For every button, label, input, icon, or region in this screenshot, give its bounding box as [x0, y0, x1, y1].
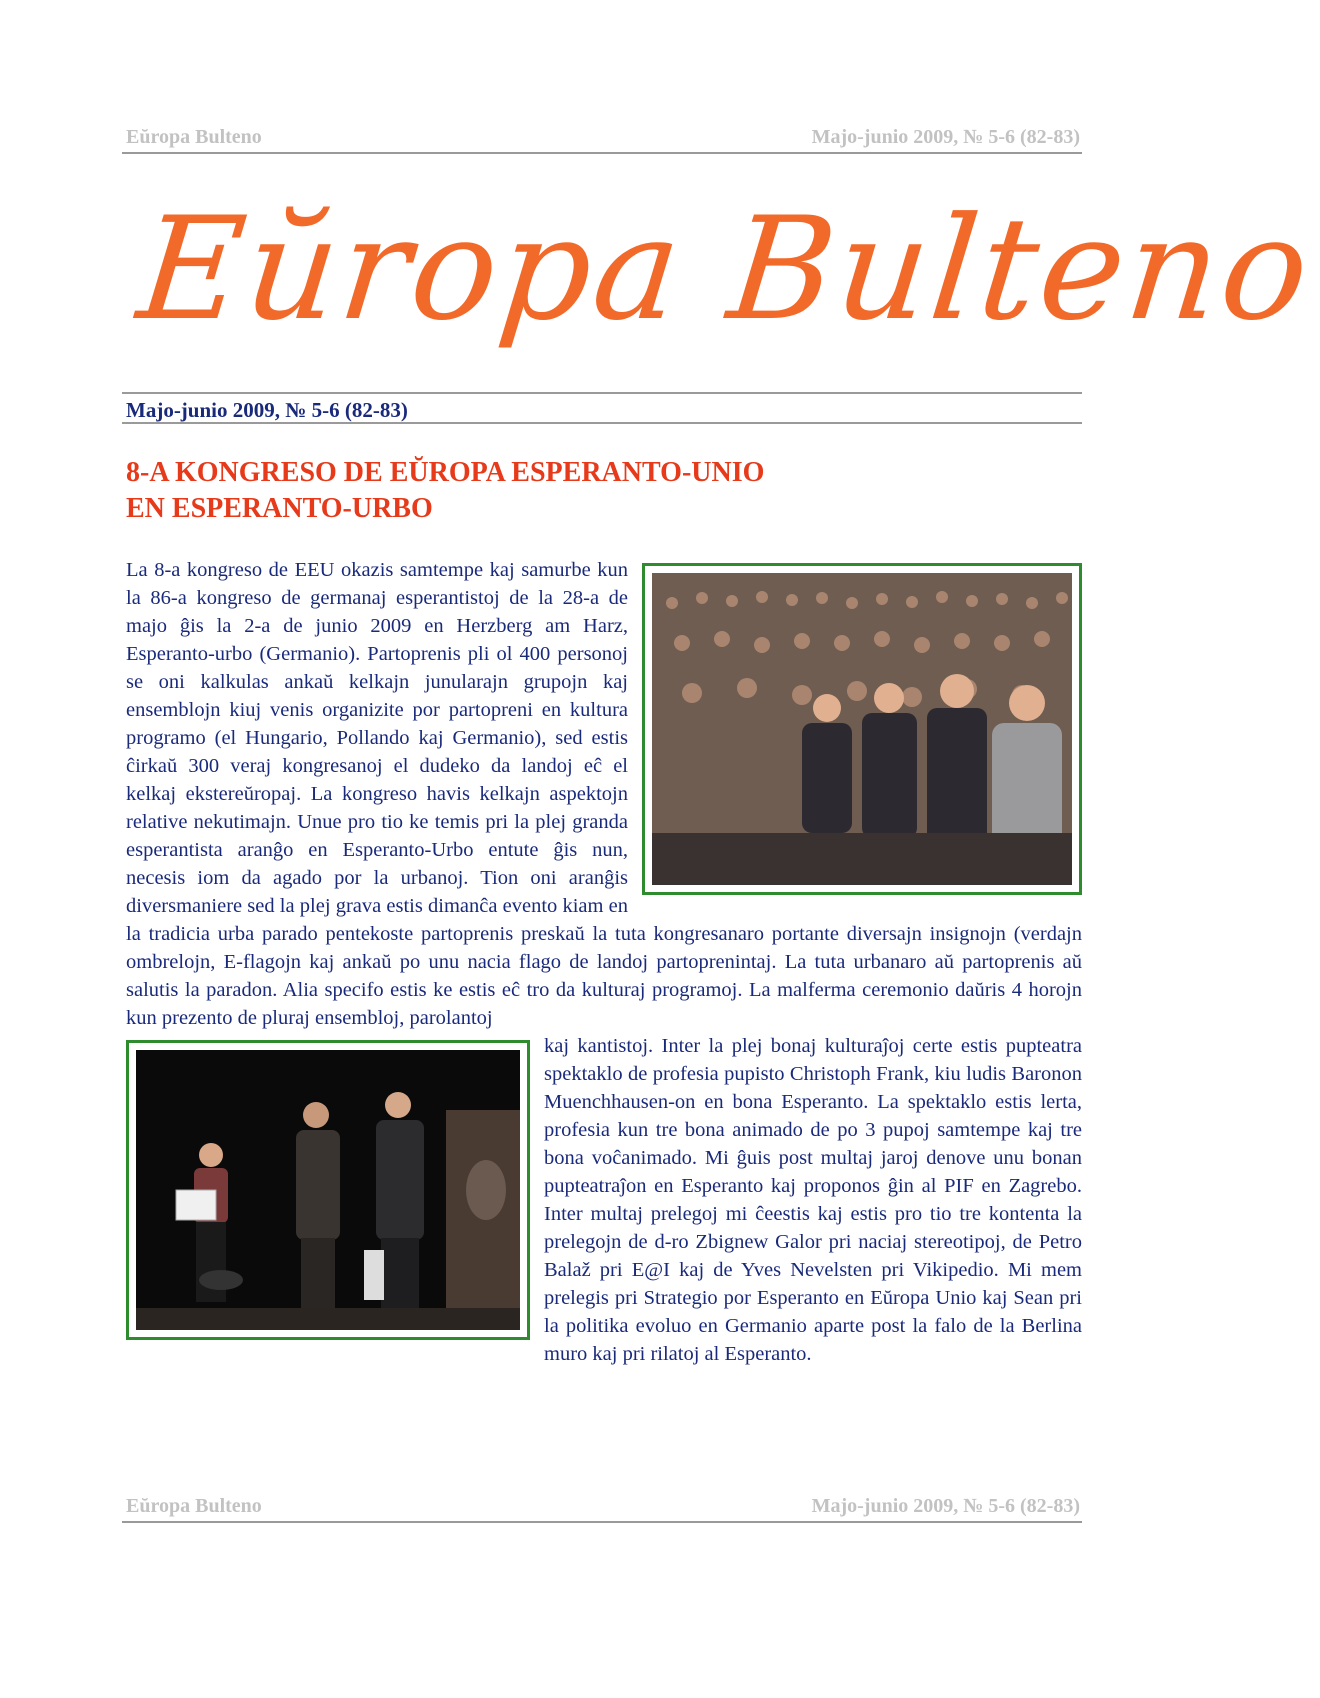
issue-top-rule [122, 392, 1082, 394]
article-paragraph-part1: La 8-a kongreso de EEU okazis samtempe kaj samurbe kun la 86-a kongreso de germanaj esperantistoj de la 28-a de majo ĝis la 2-a de junio 2009 en Herzberg am Harz, Esperanto-urbo (Germanio). Partoprenis pli ol 400 personoj se oni kalkulas ankaŭ kelkajn junularajn grupojn kaj ensemblojn kiuj venis organizite por partopreni en kultura programo (el Hungario, Pollando kaj Germanio), sed estis ĉirkaŭ 300 veraj kongresanoj el dudeko da landoj eĉ el kelkaj ekstereŭropaj. La kongreso havis kelkajn aspektojn relative nekutimajn. Unue pro tio ke temis pri la plej granda esperantista aranĝo en Esperanto-Urbo entute ĝis nun, necesis iom da agado por la urbanoj. Tion oni aranĝis diversmaniere sed la plej grava estis dimanĉa evento kiam en la tradicia urba parado pentekoste partoprenis preskaŭ la tuta kongresanaro portante diversajn insignojn (verdajn ombrelojn, E-flagojn kaj ankaŭ po unu nacia flago de landoj partoprenintaj. La tuta urbanaro aŭ partoprenis aŭ salutis la paradon. Alia specifo estis ke estis eĉ tro da kulturaj programoj. La malferma ceremonio daŭris 4 horojn kun prezento de pluraj ensembloj, parolantoj [126, 559, 1082, 1029]
article-paragraph-part2: kaj kantistoj. Inter la plej bonaj kulturaĵoj certe estis pupteatra spektaklo de profesia pupisto Christoph Frank, kiu ludis Baronon Muenchhausen-on en bona Esperanto. La spektaklo estis lerta, profesia kun tre bona animado de po 3 pupoj samtempe kaj tre bona voĉanimado. Mi ĝuis post multaj jaroj denove unu bonan pupteatraĵon en Esperanto kaj proponos ĝin al PIF en Zagrebo. Inter multaj prelegoj mi ĉeestis kaj estis pro tio tre kontenta la prelegojn de d-ro Zbignew Galor pri naciaj stereotipoj, de Petro Balaž pri E@I kaj de Yves Nevelsten pri Vikipedio. Mi mem prelegis pri Strategio por Esperanto en Eŭropa Unio kaj Sean pri la politika evoluo en Germanio aparte post la falo de la Berlina muro kaj pri rilatoj al Esperanto. [544, 1035, 1082, 1365]
audience-image [652, 573, 1072, 885]
photo-congress-audience [642, 563, 1082, 895]
running-footer-issue: Majo-junio 2009, № 5-6 (82-83) [811, 1495, 1080, 1517]
headline-line-1: 8-A KONGRESO DE EŬROPA ESPERANTO-UNIO [126, 457, 765, 488]
headline-line-2: EN ESPERANTO-URBO [126, 493, 433, 524]
article-headline [126, 455, 1026, 527]
running-header-title: Eŭropa Bulteno [126, 126, 262, 148]
article-body [126, 556, 1082, 1368]
masthead-title: Eŭropa Bulteno [131, 187, 1320, 352]
issue-line: Majo-junio 2009, № 5-6 (82-83) [126, 398, 408, 422]
footer-rule [122, 1521, 1082, 1523]
running-header-issue: Majo-junio 2009, № 5-6 (82-83) [811, 126, 1080, 148]
issue-bottom-rule [122, 422, 1082, 424]
running-footer-title: Eŭropa Bulteno [126, 1495, 262, 1517]
stage-image [136, 1050, 520, 1330]
header-rule [122, 152, 1082, 154]
photo-award-ceremony [126, 1040, 530, 1340]
